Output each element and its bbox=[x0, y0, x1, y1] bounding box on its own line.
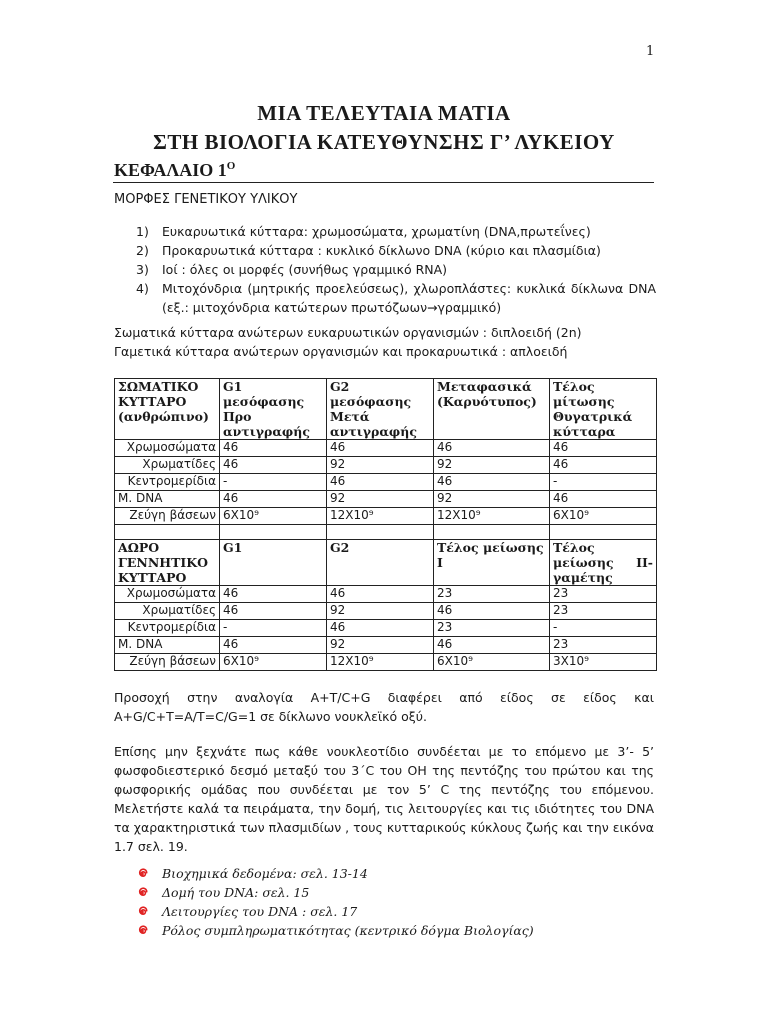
table-cell: 92 bbox=[327, 637, 434, 654]
table-header-cell: G2 μεσόφασης Μετά αντιγραφής bbox=[327, 379, 434, 440]
list-item bbox=[136, 883, 534, 902]
germ-header-row bbox=[115, 540, 657, 586]
table-cell: - bbox=[550, 620, 657, 637]
table-header-cell: Τέλος μίτωσης Θυγατρικά κύτταρα bbox=[550, 379, 657, 440]
table-cell: 6X10⁹ bbox=[220, 654, 327, 671]
table-cell: 6X10⁹ bbox=[220, 508, 327, 525]
table-cell: 46 bbox=[550, 457, 657, 474]
table-cell: 3X10⁹ bbox=[550, 654, 657, 671]
row-label: Μ. DNA bbox=[115, 491, 220, 508]
table-row bbox=[115, 508, 657, 525]
table-cell: 46 bbox=[327, 586, 434, 603]
list-text: Δομή του DNA: σελ. 15 bbox=[162, 885, 310, 900]
table-row bbox=[115, 440, 657, 457]
table-row bbox=[115, 603, 657, 620]
chromosome-table bbox=[114, 378, 657, 671]
table-cell: 46 bbox=[550, 491, 657, 508]
table-cell: 12X10⁹ bbox=[327, 654, 434, 671]
table-row bbox=[115, 586, 657, 603]
list-text: Ρόλος συμπληρωματικότητας (κεντρικό δόγμα Βιολογίας) bbox=[162, 923, 534, 938]
table-cell: 46 bbox=[434, 440, 550, 457]
spiral-bullet-icon bbox=[136, 868, 148, 880]
chapter-heading bbox=[114, 160, 235, 181]
numbered-list bbox=[136, 222, 656, 317]
table-header-cell: Τέλος μείωσης Ι bbox=[434, 540, 550, 586]
page-number: 1 bbox=[646, 44, 655, 59]
table-row bbox=[115, 491, 657, 508]
list-number: 3) bbox=[136, 262, 149, 277]
chapter-divider bbox=[113, 182, 654, 183]
list-text: Προκαρυωτικά κύτταρα : κυκλικό δίκλωνο DNA (κύριο και πλασμίδια) bbox=[162, 243, 601, 258]
table-row bbox=[115, 620, 657, 637]
table-cell: 23 bbox=[550, 637, 657, 654]
table-header-cell: Μεταφασικά (Καρυότυπος) bbox=[434, 379, 550, 440]
chapter-superscript: Ο bbox=[226, 160, 236, 172]
table-cell: 6X10⁹ bbox=[434, 654, 550, 671]
row-label: Χρωμοσώματα bbox=[115, 440, 220, 457]
table-cell: 23 bbox=[434, 586, 550, 603]
table-header-cell: ΑΩΡΟ ΓΕΝΝΗΤΙΚΟ ΚΥΤΤΑΡΟ bbox=[115, 540, 220, 586]
table-row bbox=[115, 654, 657, 671]
table-cell: 23 bbox=[550, 586, 657, 603]
title-line-2: ΣΤΗ ΒΙΟΛΟΓΙΑ ΚΑΤΕΥΘΥΝΣΗΣ Γ’ ΛΥΚΕΙΟΥ bbox=[153, 130, 615, 154]
table-cell: 46 bbox=[327, 620, 434, 637]
table-header-cell: G1 bbox=[220, 540, 327, 586]
somatic-header-row bbox=[115, 379, 657, 440]
row-label: Ζεύγη βάσεων bbox=[115, 654, 220, 671]
table-row bbox=[115, 637, 657, 654]
page-reference-list bbox=[136, 864, 534, 940]
table-cell: 46 bbox=[434, 474, 550, 491]
table-cell: 92 bbox=[327, 491, 434, 508]
table-cell: 92 bbox=[434, 491, 550, 508]
spiral-bullet-icon bbox=[136, 925, 148, 937]
list-number: 2) bbox=[136, 243, 149, 258]
list-text: Μιτοχόνδρια (μητρικής προελεύσεως), χλωροπλάστες: κυκλικά δίκλωνα DNA (εξ.: μιτοχόνδρια κατώτερων πρωτόζωων→γραμμικό) bbox=[162, 281, 656, 315]
spacer-row bbox=[115, 525, 657, 540]
table-cell: 46 bbox=[550, 440, 657, 457]
row-label: Ζεύγη βάσεων bbox=[115, 508, 220, 525]
list-item bbox=[136, 864, 534, 883]
ploidy-line-germ: Γαμετικά κύτταρα ανώτερων οργανισμών και προκαρυωτικά : απλοειδή bbox=[114, 344, 568, 359]
table-cell: 46 bbox=[220, 457, 327, 474]
list-item bbox=[136, 222, 656, 241]
table-cell: - bbox=[550, 474, 657, 491]
row-label: Κεντρομερίδια bbox=[115, 474, 220, 491]
list-text: Ιοί : όλες οι μορφές (συνήθως γραμμικό RNA) bbox=[162, 262, 448, 277]
list-text: Βιοχημικά δεδομένα: σελ. 13-14 bbox=[162, 866, 368, 881]
list-item bbox=[136, 921, 534, 940]
row-label: Χρωματίδες bbox=[115, 457, 220, 474]
ploidy-line-somatic: Σωματικά κύτταρα ανώτερων ευκαρυωτικών οργανισμών : διπλοειδή (2n) bbox=[114, 325, 582, 340]
list-number: 1) bbox=[136, 224, 149, 239]
table-cell: 46 bbox=[220, 637, 327, 654]
row-label: Χρωμοσώματα bbox=[115, 586, 220, 603]
table-cell: 12X10⁹ bbox=[327, 508, 434, 525]
table-cell: 46 bbox=[220, 440, 327, 457]
table-cell: 46 bbox=[220, 491, 327, 508]
bond-paragraph: Επίσης μην ξεχνάτε πως κάθε νουκλεοτίδιο συνδέεται με το επόμενο με 3’- 5’ φωσφοδιεστερικό δεσμό μεταξύ του 3΄C του OH της πεντόζης του πρώτου και της φωσφορικής ομάδας που συνδέεται με τον 5’ C της πεντόζης του επόμενου. Μελετήστε καλά τα πειράματα, την δομή, τις λειτουργίες και τις ιδιότητες του DNA τα χαρακτηριστικά των πλασμιδίων , τους κυτταρικούς κύκλους ζωής και την εικόνα 1.7 σελ. 19. bbox=[114, 744, 654, 854]
table-cell: 46 bbox=[327, 474, 434, 491]
table-row bbox=[115, 474, 657, 491]
table-header-cell: ΣΩΜΑΤΙΚΟ ΚΥΤΤΑΡΟ (ανθρώπινο) bbox=[115, 379, 220, 440]
table-header-cell: G2 bbox=[327, 540, 434, 586]
list-item bbox=[136, 279, 656, 317]
table-cell: 6X10⁹ bbox=[550, 508, 657, 525]
list-item bbox=[136, 241, 656, 260]
row-label: Μ. DNA bbox=[115, 637, 220, 654]
table-cell: - bbox=[220, 620, 327, 637]
table-header-cell: Τέλος μείωσης ΙΙ-γαμέτης bbox=[550, 540, 657, 586]
table-cell: 46 bbox=[434, 637, 550, 654]
table-cell: 46 bbox=[434, 603, 550, 620]
list-text: Ευκαρυωτικά κύτταρα: χρωμοσώματα, χρωματίνη (DNA,πρωτεΐνες) bbox=[162, 224, 591, 239]
table-cell: 92 bbox=[327, 603, 434, 620]
table-cell: 46 bbox=[220, 586, 327, 603]
list-item bbox=[136, 260, 656, 279]
table-cell: 46 bbox=[220, 603, 327, 620]
table-row bbox=[115, 457, 657, 474]
list-number: 4) bbox=[136, 281, 149, 296]
table-cell: 23 bbox=[550, 603, 657, 620]
table-cell: 12X10⁹ bbox=[434, 508, 550, 525]
row-label: Κεντρομερίδια bbox=[115, 620, 220, 637]
list-text: Λειτουργίες του DNA : σελ. 17 bbox=[162, 904, 358, 919]
ratio-paragraph: Προσοχή στην αναλογία A+T/C+G διαφέρει από είδος σε είδος και A+G/C+T=A/T=C/G=1 σε δίκλωνο νουκλεϊκό οξύ. bbox=[114, 690, 654, 724]
chapter-label: ΚΕΦΑΛΑΙΟ 1 bbox=[114, 160, 227, 180]
list-item bbox=[136, 902, 534, 921]
ploidy-paragraph bbox=[114, 323, 654, 361]
table-header-cell: G1 μεσόφασης Προ αντιγραφής bbox=[220, 379, 327, 440]
spiral-bullet-icon bbox=[136, 906, 148, 918]
row-label: Χρωματίδες bbox=[115, 603, 220, 620]
table-cell: 92 bbox=[327, 457, 434, 474]
table-cell: 46 bbox=[327, 440, 434, 457]
table-cell: 23 bbox=[434, 620, 550, 637]
table-cell: - bbox=[220, 474, 327, 491]
spiral-bullet-icon bbox=[136, 887, 148, 899]
table-cell: 92 bbox=[434, 457, 550, 474]
title-line-1: ΜΙΑ ΤΕΛΕΥΤΑΙΑ ΜΑΤΙΑ bbox=[257, 101, 511, 125]
section-title: ΜΟΡΦΕΣ ΓΕΝΕΤΙΚΟΥ ΥΛΙΚΟΥ bbox=[114, 192, 298, 207]
